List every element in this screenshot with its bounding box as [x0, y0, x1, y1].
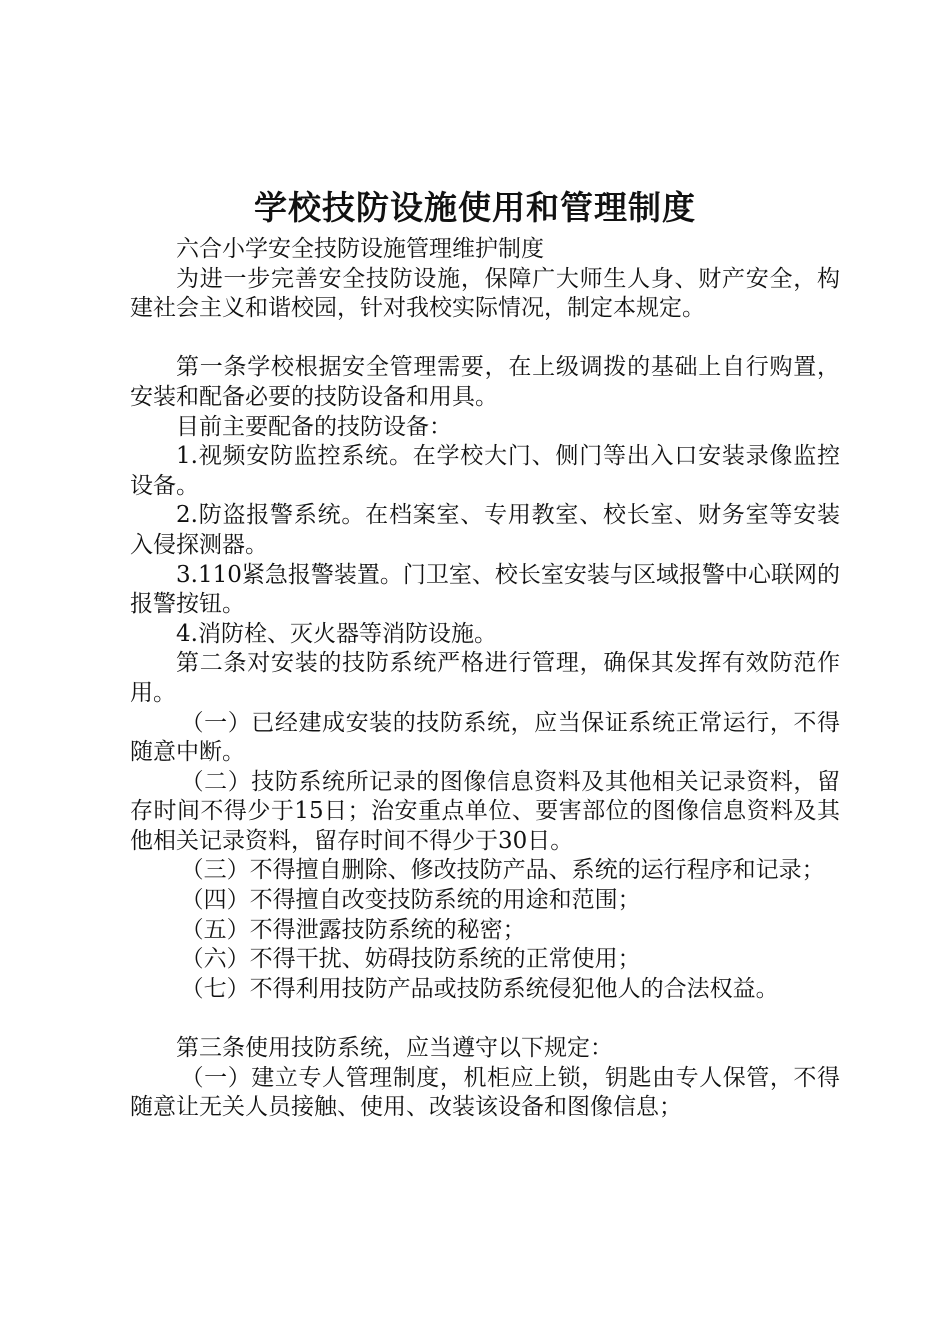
paragraph-clause-7: （七）不得利用技防产品或技防系统侵犯他人的合法权益。 [180, 975, 779, 1002]
paragraph-clause-3: （三）不得擅自删除、修改技防产品、系统的运行程序和记录； [180, 857, 825, 884]
paragraph-article-1: 第一条学校根据安全管理需要，在上级调拨的基础上自行购置，安装和配备必要的技防设备和用具。 [130, 354, 840, 410]
paragraph-item-2: 2.防盗报警系统。在档案室、专用教室、校长室、财务室等安装入侵探测器。 [130, 502, 840, 558]
paragraph-clause-2: （二）技防系统所记录的图像信息资料及其他相关记录资料，留存时间不得少于15日；治安重点单位、要害部位的图像信息资料及其他相关记录资料，留存时间不得少于30日。 [130, 768, 840, 854]
paragraph-equipment-heading: 目前主要配备的技防设备： [176, 413, 452, 440]
paragraph-intro: 为进一步完善安全技防设施，保障广大师生人身、财产安全，构建社会主义和谐校园，针对我校实际情况，制定本规定。 [130, 265, 840, 322]
paragraph-article-3: 第三条使用技防系统，应当遵守以下规定： [176, 1035, 613, 1062]
paragraph-clause-4: （四）不得擅自改变技防系统的用途和范围； [180, 887, 641, 914]
document-title: 学校技防设施使用和管理制度 [254, 188, 696, 227]
paragraph-spacer [130, 1004, 840, 1034]
paragraph-article-3-clause-1: （一）建立专人管理制度，机柜应上锁，钥匙由专人保管，不得随意让无关人员接触、使用、改装该设备和图像信息； [130, 1064, 840, 1121]
paragraph-clause-5: （五）不得泄露技防系统的秘密； [180, 916, 526, 943]
paragraph-article-2: 第二条对安装的技防系统严格进行管理，确保其发挥有效防范作用。 [130, 650, 840, 706]
paragraph-item-1: 1.视频安防监控系统。在学校大门、侧门等出入口安装录像监控设备。 [130, 443, 840, 499]
document-body [130, 235, 840, 1123]
paragraph-clause-1: （一）已经建成安装的技防系统，应当保证系统正常运行，不得随意中断。 [130, 709, 840, 766]
paragraph-subtitle: 六合小学安全技防设施管理维护制度 [176, 236, 544, 262]
paragraph-spacer [130, 324, 840, 354]
paragraph-item-4: 4.消防栓、灭火器等消防设施。 [176, 620, 497, 647]
paragraph-item-3: 3.110紧急报警装置。门卫室、校长室安装与区域报警中心联网的报警按钮。 [130, 561, 840, 618]
paragraph-clause-6: （六）不得干扰、妨碍技防系统的正常使用； [180, 946, 641, 973]
